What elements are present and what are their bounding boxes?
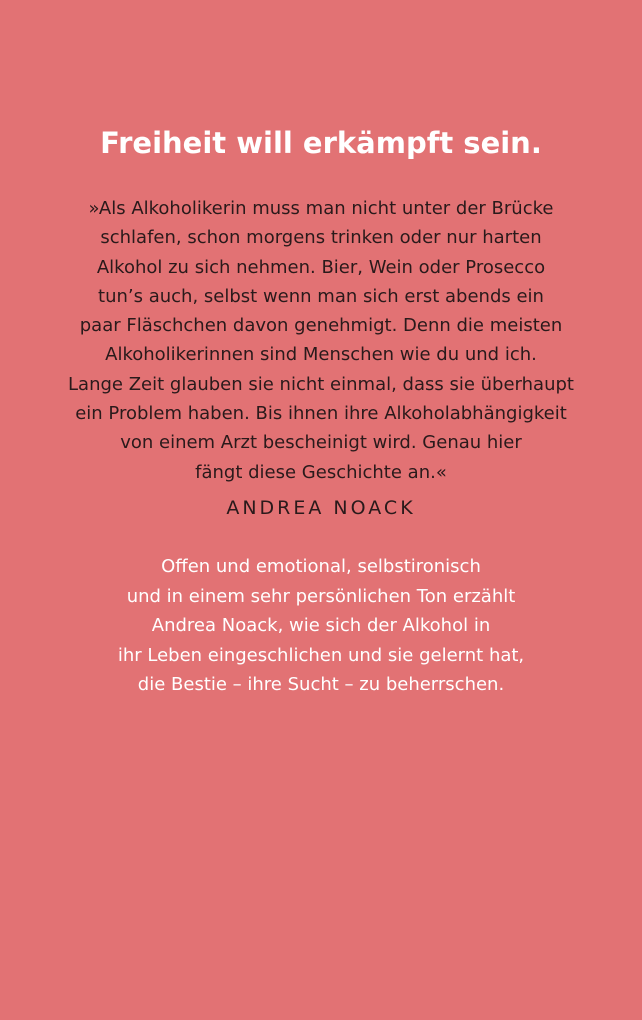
- headline: Freiheit will erkämpft sein.: [100, 126, 542, 160]
- quote-line: Lange Zeit glauben sie nicht einmal, dass sie überhaupt: [68, 373, 574, 395]
- blurb-block: [0, 552, 642, 700]
- quote-line: paar Fläschchen davon genehmigt. Denn die meisten: [79, 315, 563, 337]
- quote-line: »Als Alkoholikerin muss man nicht unter der Brücke: [88, 198, 554, 219]
- blurb-line: Offen und emotional, selbstironisch: [161, 556, 481, 577]
- quote-line: Alkoholikerinnen sind Menschen wie du und ich.: [105, 344, 537, 366]
- blurb-line: und in einem sehr persönlichen Ton erzählt: [126, 585, 516, 607]
- quote-line: fängt diese Geschichte an.«: [195, 461, 447, 483]
- quote-line: schlafen, schon morgens trinken oder nur harten: [100, 227, 542, 249]
- blurb-line: Andrea Noack, wie sich der Alkohol in: [151, 615, 491, 636]
- quote-line: Alkohol zu sich nehmen. Bier, Wein oder Prosecco: [96, 256, 546, 278]
- quote-line: von einem Arzt bescheinigt wird. Genau hier: [120, 432, 522, 454]
- quote-line: tun’s auch, selbst wenn man sich erst abends ein: [98, 285, 544, 307]
- quote-block: [0, 194, 642, 487]
- quote-author: ANDREA NOACK: [226, 497, 416, 519]
- blurb-line: ihr Leben eingeschlichen und sie gelernt hat,: [117, 644, 525, 666]
- blurb-line: die Bestie – ihre Sucht – zu beherrschen.: [137, 674, 505, 695]
- quote-line: ein Problem haben. Bis ihnen ihre Alkoholabhängigkeit: [75, 403, 567, 425]
